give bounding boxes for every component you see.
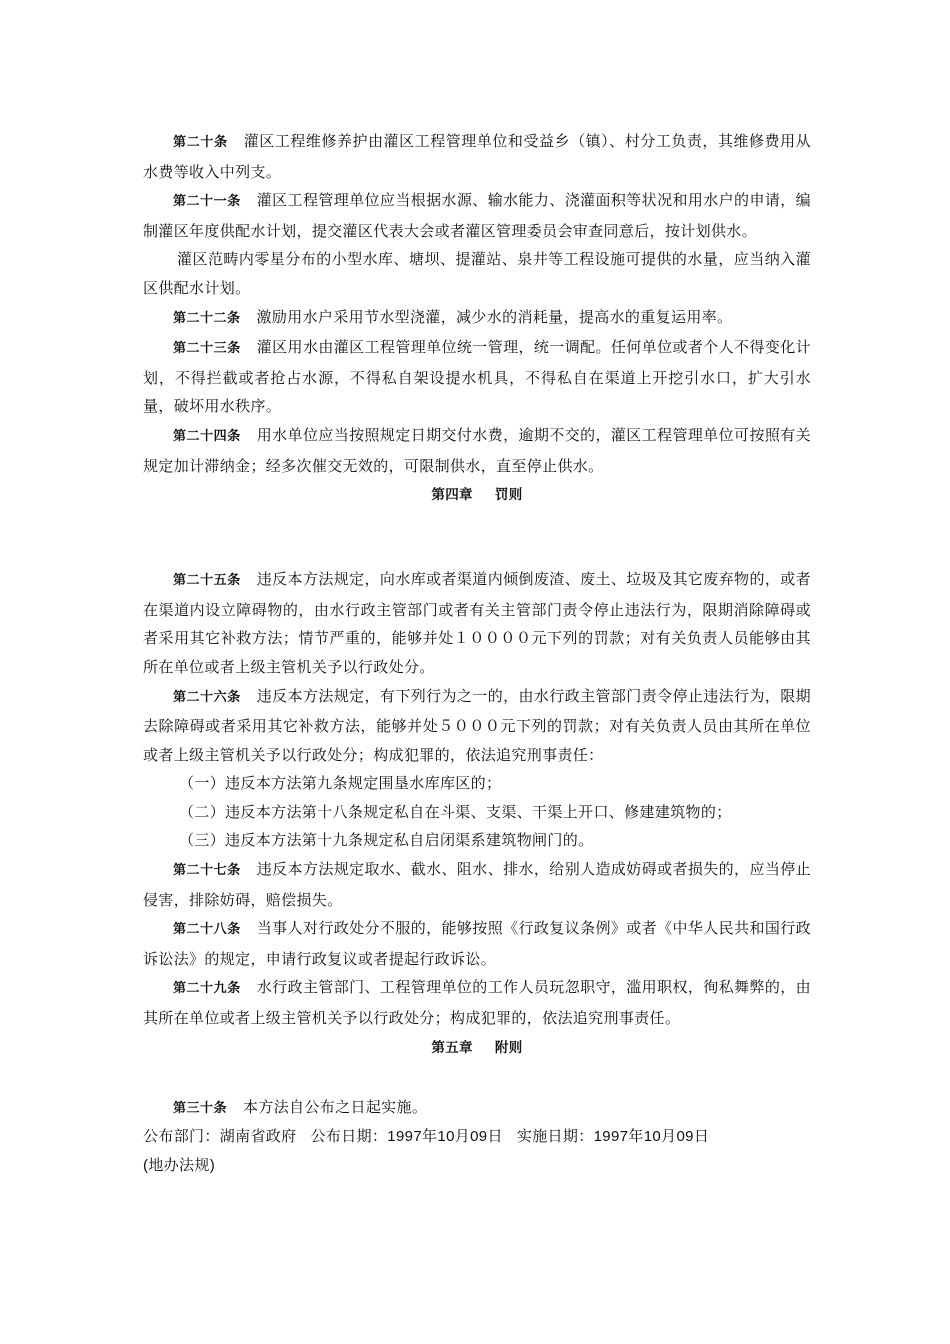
article-27: [143, 855, 811, 914]
article-21: [143, 186, 811, 245]
article-number: 第二十三条: [173, 341, 241, 357]
chapter-4-heading: [143, 480, 811, 510]
article-text: 违反本方法规定，有下列行为之一的，由水行政主管部门责令停止违法行为，限期去除障碍或者采用其它补救方法，能够并处５０００元下列的罚款；对有关负责人员由其所在单位或者上级主管机关予以行政处分；构成犯罪的，依法追究刑事责任：: [143, 686, 811, 764]
publication-date: 公布日期：1997年10月09日: [310, 1128, 503, 1146]
chapter-title: 罚则: [494, 487, 523, 504]
article-text: 激励用水户采用节水型浇灌，减少水的消耗量，提高水的重复运用率。: [256, 307, 733, 326]
article-30: [143, 1093, 811, 1124]
article-24: [143, 421, 811, 480]
article-26-item-2: （二）违反本方法第十八条规定私自在斗渠、支渠、干渠上开口、修建建筑物的；: [179, 802, 732, 821]
article-number: 第二十一条: [173, 194, 241, 210]
article-text: 水行政主管部门、工程管理单位的工作人员玩忽职守，滥用职权，徇私舞弊的，由其所在单位或者上级主管机关予以行政处分；构成犯罪的，依法追究刑事责任。: [143, 978, 811, 1028]
effective-date: 实施日期：1997年10月09日: [516, 1128, 710, 1146]
document-body: [143, 127, 811, 1180]
regulation-category: (地办法规): [143, 1156, 216, 1174]
article-20: [143, 127, 811, 186]
article-text: 灌区用水由灌区工程管理单位统一管理，统一调配。任何单位或者个人不得变化计划，不得拦截或者抢占水源，不得私自架设提水机具，不得私自在渠道上开挖引水口，扩大引水量，破坏用水秩序。: [143, 338, 811, 416]
chapter-label: 第五章: [431, 1039, 473, 1056]
publishing-department: 公布部门：湖南省政府: [143, 1128, 297, 1146]
article-number: 第二十六条: [173, 689, 241, 705]
article-number: 第三十条: [173, 1100, 228, 1116]
article-25: [143, 565, 811, 681]
article-21-paragraph-2: 灌区范畴内零星分布的小型水库、塘坝、提灌站、泉井等工程设施可提供的水量，应当纳入灌区供配水计划。: [143, 250, 811, 297]
article-text: 违反本方法规定取水、截水、阻水、排水，给别人造成妨碍或者损失的，应当停止侵害，排除妨碍，赔偿损失。: [143, 860, 811, 909]
article-26: [143, 682, 811, 770]
article-text: 违反本方法规定，向水库或者渠道内倾倒废渣、废土、垃圾及其它废弃物的，或者在渠道内设立障碍物的，由水行政主管部门或者有关主管部门责令停止违法行为，限期消除障碍或者采用其它补救方法；情节严重的，能够并处１００００元下列的罚款；对有关负责人员能够由其所在单位或者上级主管机关予以行政处分。: [143, 570, 811, 676]
chapter-5-heading: [143, 1033, 811, 1063]
article-number: 第二十八条: [173, 922, 241, 938]
chapter-title: 附则: [494, 1039, 523, 1056]
article-26-item-1: （一）违反本方法第九条规定围垦水库库区的；: [179, 774, 502, 793]
article-text: 本方法自公布之日起实施。: [243, 1097, 428, 1116]
article-number: 第二十二条: [173, 310, 241, 326]
article-text: 当事人对行政处分不服的，能够按照《行政复议条例》或者《中华人民共和国行政诉讼法》的规定，申请行政复议或者提起行政诉讼。: [143, 919, 811, 968]
article-29: [143, 973, 811, 1032]
article-26-item-3: （三）违反本方法第十九条规定私自启闭渠系建筑物闸门的。: [179, 831, 594, 850]
publication-info: [143, 1123, 811, 1152]
article-number: 第二十九条: [173, 981, 241, 997]
article-28: [143, 914, 811, 973]
chapter-label: 第四章: [431, 487, 473, 504]
article-text: 灌区工程维修养护由灌区工程管理单位和受益乡（镇）、村分工负责，其维修费用从水费等收入中列支。: [143, 132, 811, 181]
article-text: 用水单位应当按照规定日期交付水费，逾期不交的，灌区工程管理单位可按照有关规定加计滞纳金；经多次催交无效的，可限制供水，直至停止供水。: [143, 425, 811, 475]
article-number: 第二十条: [173, 135, 228, 150]
article-23: [143, 333, 811, 421]
article-number: 第二十四条: [173, 428, 241, 444]
article-number: 第二十五条: [173, 573, 241, 589]
article-22: [143, 303, 811, 334]
article-text: 灌区工程管理单位应当根据水源、输水能力、浇灌面积等状况和用水户的申请，编制灌区年度供配水计划，提交灌区代表大会或者灌区管理委员会审查同意后，按计划供水。: [143, 191, 811, 240]
article-number: 第二十七条: [173, 863, 241, 879]
